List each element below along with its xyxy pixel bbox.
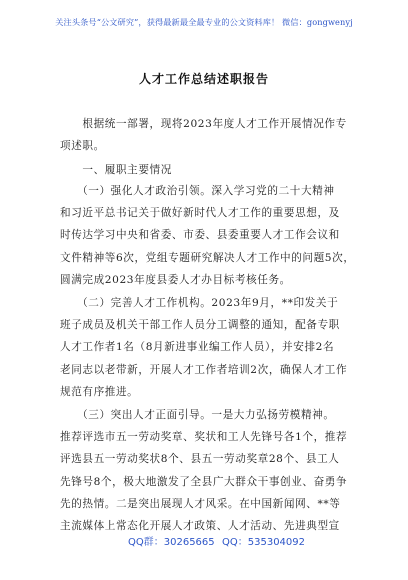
text-line: 圆满完成2023年度县委人才办目标考核任务。 [60, 273, 291, 286]
text-line: 规范有序推进。 [60, 385, 139, 398]
header-banner: 关注头条号“公文研究”，获得最新最全最专业的公文资料库！ 微信：gongwenyj [55, 17, 353, 27]
qq-contact-label: QQ：535304092 [222, 537, 306, 548]
paragraph-2 [60, 292, 356, 403]
text-line: 根据统一部署，现将2023年度人才工作开展情况作专 [60, 118, 347, 130]
text-line: 文件精神等6次，党组专题研究解决人才工作中的问题5次， [60, 251, 355, 264]
text-line: 项述职。 [60, 140, 105, 153]
paragraph-1 [60, 180, 356, 291]
text-line: 一、履职主要情况 [60, 164, 172, 176]
text-line: 先锋号8个，极大地激发了全县广大群众干事创业、奋勇争 [60, 475, 348, 488]
text-line: 主流媒体上常态化开展人才政策、人才活动、先进典型宣 [60, 520, 340, 533]
paragraph-3 [60, 404, 356, 537]
text-line: 时传达学习中央和省委、市委、县委重要人才工作会议和 [60, 229, 340, 242]
text-line: 评选县五一劳动奖状8个、县五一劳动奖章28个、县工人 [60, 453, 340, 466]
qq-group-label: QQ群：30265665 [128, 537, 215, 548]
text-line: （三）突出人才正面引导。一是大力弘扬劳模精神。 [60, 409, 335, 421]
section-heading [60, 159, 356, 181]
text-line: （二）完善人才工作机构。2023年9月，**印发关于 [60, 297, 339, 309]
document-title: 人才工作总结述职报告 [138, 72, 269, 86]
intro-paragraph [60, 113, 356, 157]
text-line: （一）强化人才政治引领。深入学习党的二十大精神 [60, 185, 335, 197]
text-line: 先的热情。二是突出展现人才风采。在中国新闻网、**等 [60, 497, 341, 510]
text-line: 班子成员及机关干部工作人员分工调整的通知，配备专职 [60, 319, 340, 332]
text-line: 推荐评选市五一劳动奖章、奖状和工人先锋号各1个，推荐 [60, 431, 348, 444]
text-line: 和习近平总书记关于做好新时代人才工作的重要思想，及 [60, 207, 340, 220]
text-line: 老同志以老带新，开展人才工作者培训2次，确保人才工作 [60, 363, 348, 376]
text-line: 人才工作者1名（8月新进事业编工作人员），并安排2名 [60, 341, 335, 354]
